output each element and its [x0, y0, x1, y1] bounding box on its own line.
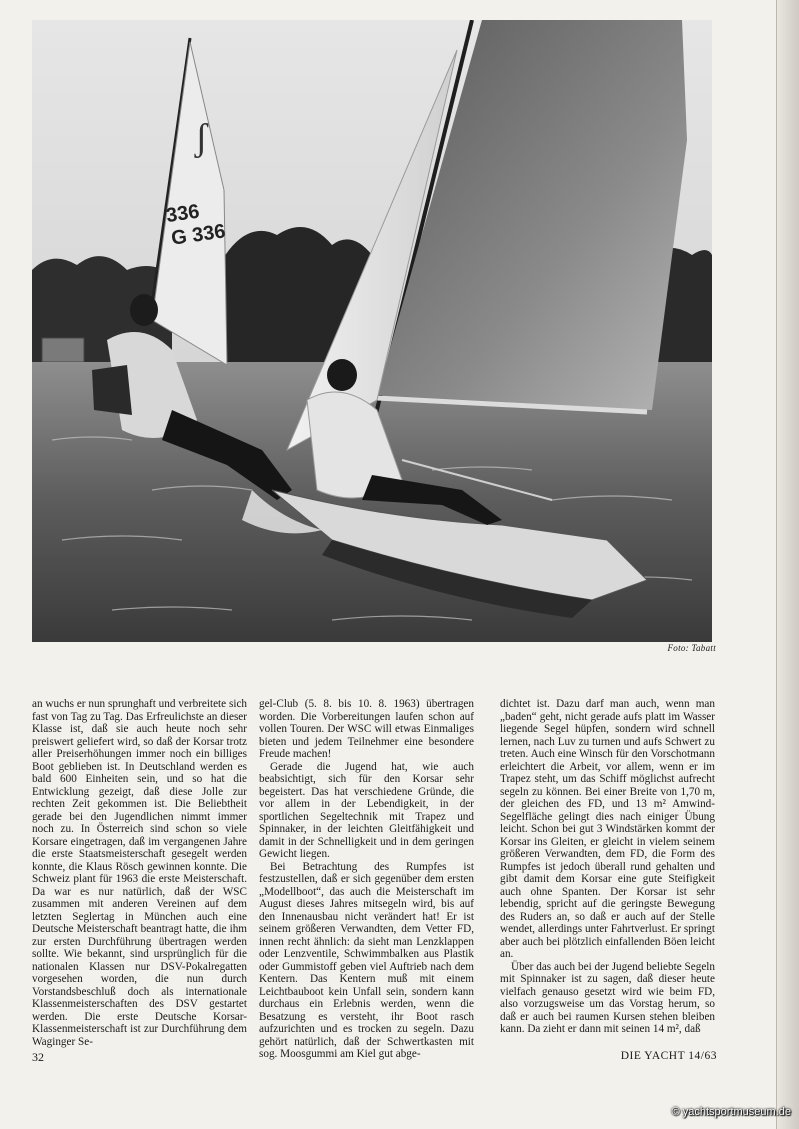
boathouse [42, 338, 84, 362]
page-number: 32 [32, 1050, 44, 1064]
background-boat-hull [92, 365, 132, 415]
magazine-issue: DIE YACHT 14/63 [620, 1050, 717, 1062]
photo-caption: Foto: Tabatt [667, 643, 716, 653]
paragraph: dichtet ist. Dazu darf man auch, wenn man „baden“ geht, nicht gerade aufs platt im Wasser liegende Segel hüpfen, sondern wird schnell lernen, nach Luv zu turnen und aufs Schwert zu treten. Auch eine Winsch für den Vorschotmann erleichtert die Arbeit, vor allem, wenn er im Trapez steht, um das Schiff möglichst aufrecht segeln zu können. Bei einer Breite von 1,70 m, der gleichen des FD, und 13 m² Amwind-Segelfläche gelingt dies nach einiger Übung leicht. Schon bei gut 3 Windstärken kommt der Korsar ins Gleiten, er gleicht in vielem seinem größeren Verwandten, dem FD, die Form des Rumpfes ist jedoch überall rund gehalten und gibt damit dem Korsar eine gute Steifigkeit auch ohne Spanten. Der Korsar ist sehr lebendig, spricht auf die geringste Bewegung des Ruders an, so daß er auch auf der Stelle wendet, allerdings unter Fahrtverlust. Er springt aber auch bei plötzlich einfallenden Böen leicht an. [500, 698, 715, 960]
article-column-1 [32, 698, 247, 1048]
page-edge [776, 0, 799, 1129]
sail-number-lower: G 336 [169, 220, 227, 250]
paragraph: Gerade die Jugend hat, wie auch beabsichtigt, sich für den Korsar sehr begeistert. Das hat verschiedene Gründe, die vor allem in der Lebendigkeit, in der sportlichen Segeltechnik mit Trapez und Spinnaker, in der leichten Gleitfähigkeit und damit in der Schnelligkeit und in dem geringen Gewicht liegen. [259, 760, 474, 860]
paragraph: gel-Club (5. 8. bis 10. 8. 1963) übertragen worden. Die Vorbereitungen laufen schon auf vollen Touren. Der WSC will etwas Einmaliges bieten und jedem Teilnehmer eine besondere Freude machen! [259, 698, 474, 760]
article-column-2 [259, 698, 474, 1061]
sailing-photo [32, 20, 712, 642]
article-column-3 [500, 698, 715, 1036]
paragraph: Über das auch bei der Jugend beliebte Segeln mit Spinnaker ist zu sagen, daß dieser heute vielfach genauso gesetzt wird wie beim FD, also vorzugsweise um das Vorstag herum, so daß er auch bei raumen Kursen stehen bleiben kann. Da zieht er dann mit seinen 14 m², daß [500, 960, 715, 1035]
helmsman-head [327, 359, 357, 391]
paragraph: an wuchs er nun sprunghaft und verbreitete sich fast von Tag zu Tag. Das Erfreulichste an dieser Klasse ist, daß sie auch heute noch sehr preiswert geliefert wird, so daß der Korsar trotz aller Preiserhöhungen immer noch ein billiges Boot geblieben ist. In Deutschland werden es bald 600 Einheiten sein, und so hat die Entwicklung gezeigt, daß diese Jolle zur rechten Zeit gekommen ist. Die Beliebtheit gerade bei den Jugendlichen nimmt immer noch zu. In Österreich sind schon so viele Korsare eingetragen, daß im vergangenen Jahre die erste Staatsmeisterschaft gesegelt werden konnte, die Klaus Rösch gewinnen konnte. Die Schweiz plant für 1963 die erste Meisterschaft. Da war es nur natürlich, daß der WSC zusammen mit anderen Vereinen auf dem letzten Seglertag in München auch eine Deutsche Meisterschaft beantragt hatte, die ihm zur ersten Durchführung übertragen werden sollte. Wie bekannt, sind ursprünglich für die nationalen Klassen nur DSV-Pokalregatten vorgesehen worden, die nun durch Vorstandsbeschluß doch als internationale Klassenmeisterschaften des DSV gestartet werden. Die erste Deutsche Korsar-Klassenmeisterschaft ist zur Durchführung dem Waginger Se- [32, 698, 247, 1048]
class-emblem: ʃ [195, 117, 208, 159]
sail-number-upper: 336 [164, 200, 201, 228]
background-sailor-head [130, 294, 158, 326]
watermark: © yachtsportmuseum.de [671, 1106, 791, 1118]
paragraph: Bei Betrachtung des Rumpfes ist festzustellen, daß er sich gegenüber dem ersten „Modellboot“, das auch die Meisterschaft im August dieses Jahres mitsegeln wird, bis auf den Innenausbau nicht verändert hat! Er ist seinem größeren Verwandten, dem Vetter FD, innen recht ähnlich: da sieht man Lenzklappen oder Lenzventile, Schwimmbalken aus Plastik oder Gummistoff geben viel Auftrieb nach dem Kentern. Das Kentern muß mit einem Leichtbauboot kein Unfall sein, sondern kann durchaus ein Erlebnis werden, wenn die Besatzung es versteht, ihr Boot rasch aufzurichten und es trocken zu segeln. Dazu gehört natürlich, daß der Schwertkasten mit sog. Moosgummi am Kiel gut abge- [259, 860, 474, 1060]
